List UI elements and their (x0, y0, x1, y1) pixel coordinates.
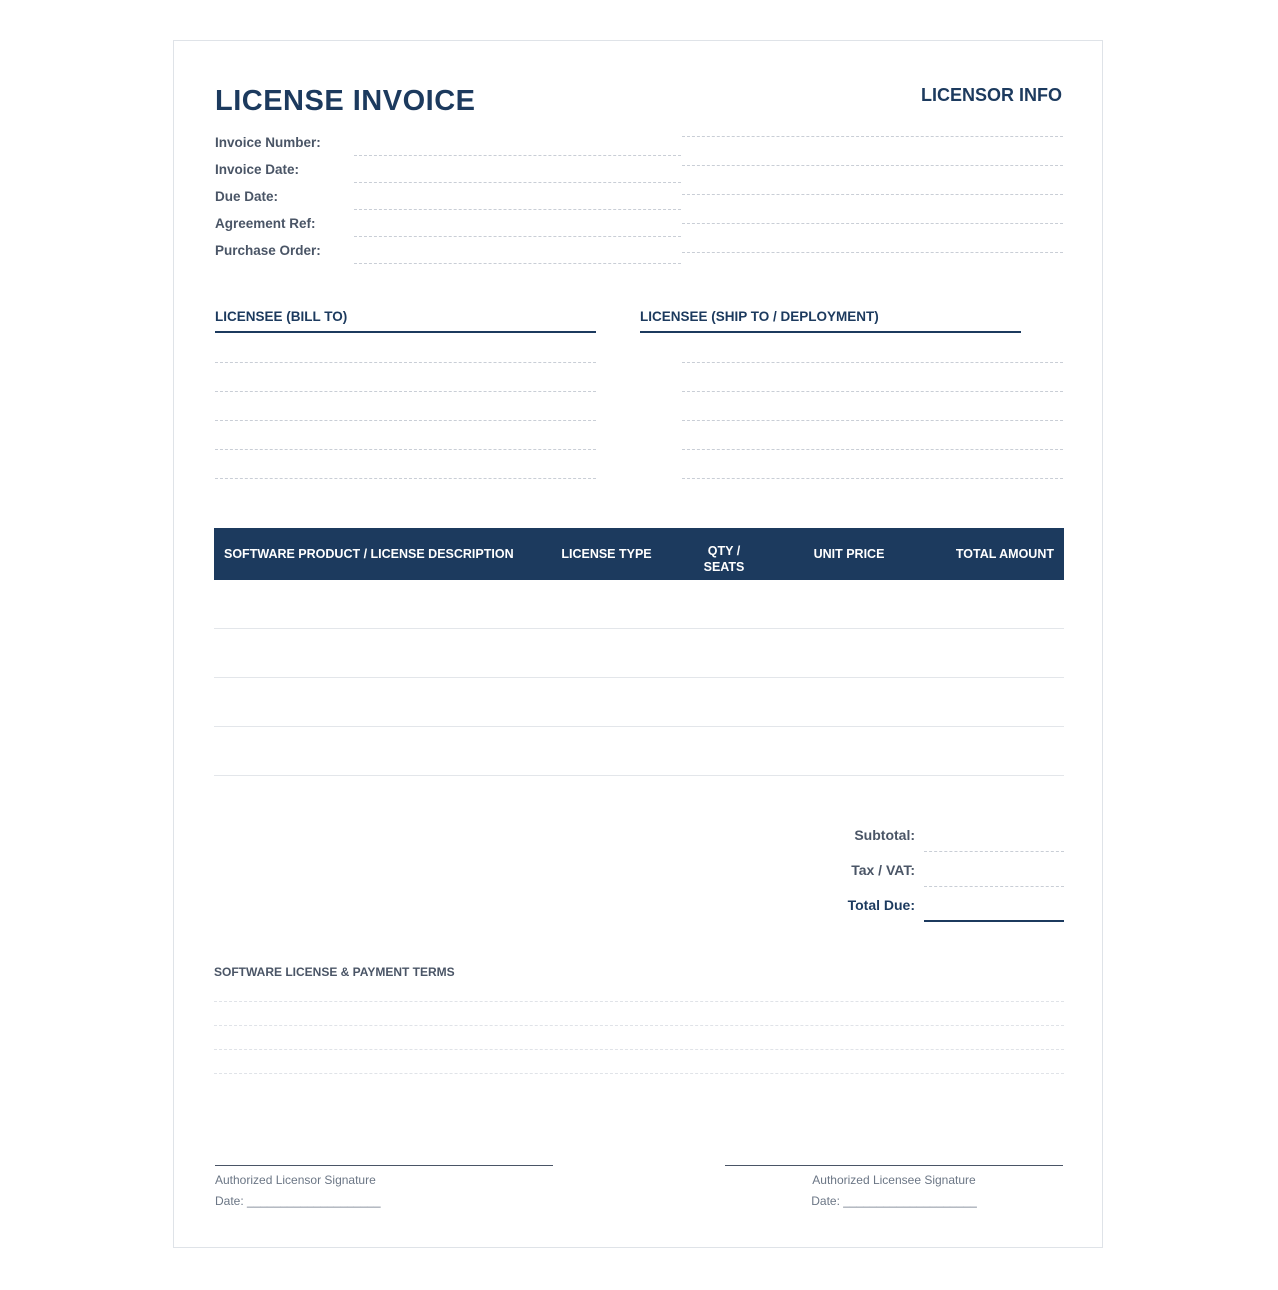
due-date-field[interactable] (354, 209, 681, 210)
licensee-signature-label: Authorized Licensee Signature (812, 1173, 976, 1187)
ship-to-line[interactable] (682, 420, 1063, 421)
seats-label: SEATS (703, 560, 745, 574)
column-total-amount: TOTAL AMOUNT (955, 547, 1054, 561)
bill-to-line[interactable] (215, 362, 596, 363)
ship-to-line[interactable] (682, 478, 1063, 479)
tax-field[interactable] (924, 886, 1064, 887)
terms-heading: SOFTWARE LICENSE & PAYMENT TERMS (214, 965, 455, 979)
page-title: LICENSE INVOICE (215, 85, 476, 117)
bill-to-line[interactable] (215, 420, 596, 421)
agreement-ref-label: Agreement Ref: (215, 216, 316, 231)
ship-to-line[interactable] (682, 391, 1063, 392)
licensee-bill-to-heading: LICENSEE (BILL TO) (215, 309, 596, 333)
tax-label: Tax / VAT: (851, 862, 915, 878)
invoice-page (173, 40, 1103, 1248)
purchase-order-label: Purchase Order: (215, 243, 321, 258)
table-row[interactable] (214, 677, 1064, 678)
terms-line[interactable] (214, 1001, 1064, 1002)
ship-to-line[interactable] (682, 362, 1063, 363)
licensee-date-field[interactable]: Date: ____________________ (811, 1194, 977, 1208)
column-unit-price: UNIT PRICE (813, 547, 885, 561)
column-license-type: LICENSE TYPE (561, 547, 652, 561)
licensor-signature-label: Authorized Licensor Signature (215, 1173, 376, 1187)
purchase-order-field[interactable] (354, 263, 681, 264)
licensor-info-line[interactable] (682, 252, 1063, 253)
invoice-number-field[interactable] (354, 155, 681, 156)
column-description: SOFTWARE PRODUCT / LICENSE DESCRIPTION (224, 547, 514, 561)
licensee-ship-to-heading: LICENSEE (SHIP TO / DEPLOYMENT) (640, 309, 1021, 333)
subtotal-label: Subtotal: (854, 827, 915, 843)
agreement-ref-field[interactable] (354, 236, 681, 237)
licensee-signature-line[interactable] (725, 1165, 1063, 1166)
terms-line[interactable] (214, 1073, 1064, 1074)
licensor-info-heading: LICENSOR INFO (920, 85, 1062, 105)
licensor-info-line[interactable] (682, 136, 1063, 137)
licensor-info-line[interactable] (682, 165, 1063, 166)
terms-line[interactable] (214, 1025, 1064, 1026)
terms-line[interactable] (214, 1049, 1064, 1050)
ship-to-line[interactable] (682, 449, 1063, 450)
invoice-date-label: Invoice Date: (215, 162, 300, 177)
licensor-date-field[interactable]: Date: ____________________ (215, 1194, 381, 1208)
column-qty-seats (684, 528, 764, 580)
qty-label: QTY / (707, 544, 741, 558)
table-row[interactable] (214, 726, 1064, 727)
total-due-label: Total Due: (847, 897, 915, 913)
subtotal-field[interactable] (924, 851, 1064, 852)
invoice-date-field[interactable] (354, 182, 681, 183)
licensor-info-line[interactable] (682, 223, 1063, 224)
due-date-label: Due Date: (215, 189, 279, 204)
table-row[interactable] (214, 628, 1064, 629)
licensor-info-line[interactable] (682, 194, 1063, 195)
total-due-field[interactable] (924, 920, 1064, 922)
licensor-signature-line[interactable] (215, 1165, 553, 1166)
bill-to-line[interactable] (215, 391, 596, 392)
bill-to-line[interactable] (215, 478, 596, 479)
line-items-table-header (214, 528, 1064, 580)
invoice-number-label: Invoice Number: (215, 135, 321, 150)
table-row[interactable] (214, 775, 1064, 776)
bill-to-line[interactable] (215, 449, 596, 450)
